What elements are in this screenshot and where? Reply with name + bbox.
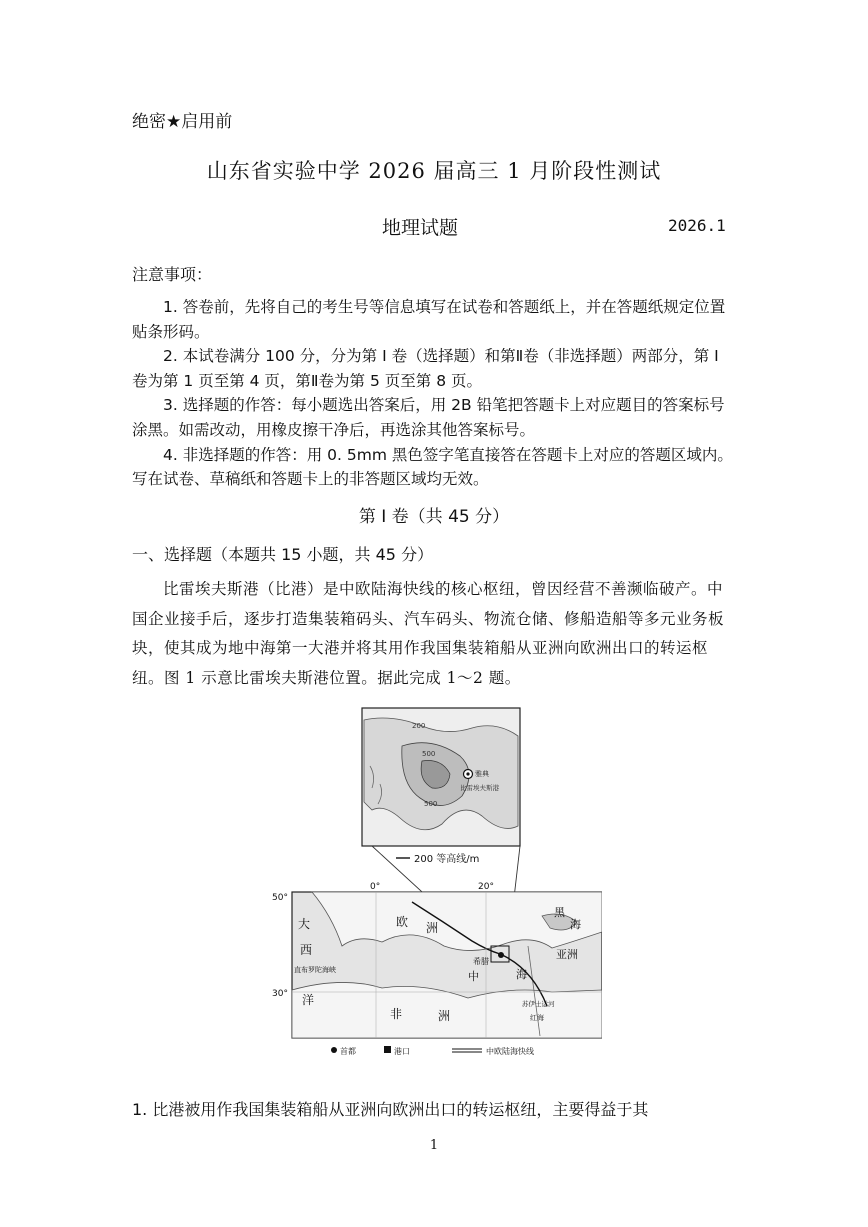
latitude-label: 50° xyxy=(272,893,288,903)
legend-route: 中欧陆海快线 xyxy=(486,1047,534,1056)
contour-legend: 200 等高线/m xyxy=(414,854,480,865)
subject-title: 地理试题 xyxy=(382,217,459,239)
contour-label: 500 xyxy=(422,750,436,758)
section-heading: 一、选择题（本题共 15 小题，共 45 分） xyxy=(132,545,434,564)
inset-port-label: 比雷埃夫斯港 xyxy=(460,784,499,792)
note-item: 1. 答卷前，先将自己的考生号等信息填写在试卷和答题纸上，并在答题纸规定位置贴条形码。 xyxy=(132,298,726,341)
legend-port: 港口 xyxy=(394,1047,410,1056)
passage-text: 比雷埃夫斯港（比港）是中欧陆海快线的核心枢纽，曾因经营不善濒临破产。中国企业接手后，逐步打造集装箱码头、汽车码头、物流仓储、修船造船等多元业务板块，使其成为地中海第一大港并将其用作我国集装箱船从亚洲向欧洲出口的转运枢纽。图 1 示意比雷埃夫斯港位置。据此完成 1～2 题。 xyxy=(132,580,725,687)
map-label: 欧 xyxy=(396,915,409,929)
latitude-label: 30° xyxy=(272,989,288,999)
inset-city-label: 雅典 xyxy=(475,770,489,778)
map-label: 中 xyxy=(468,970,479,983)
map-label: 希腊 xyxy=(473,957,489,966)
main-map xyxy=(272,882,602,1038)
map-label: 洲 xyxy=(426,921,439,935)
question-1: 1. 比港被用作我国集装箱船从亚洲向欧洲出口的转运枢纽，主要得益于其 xyxy=(132,1100,649,1119)
notes-list xyxy=(132,295,738,492)
note-item: 4. 非选择题的作答：用 0. 5mm 黑色签字笔直接答在答题卡上对应的答题区域内。写在试卷、草稿纸和答题卡上的非答题区域均无效。 xyxy=(132,445,733,489)
map-label: 大 xyxy=(298,917,311,931)
map-legend xyxy=(331,1046,534,1056)
map-label: 西 xyxy=(300,943,313,957)
inset-map xyxy=(362,708,520,865)
map-label: 洲 xyxy=(438,1009,451,1023)
map-label: 黑 xyxy=(554,906,565,919)
reading-passage xyxy=(132,575,738,693)
note-item: 3. 选择题的作答：每小题选出答案后，用 2B 铅笔把答题卡上对应题目的答案标号涂黑。如需改动，用橡皮擦干净后，再选涂其他答案标号。 xyxy=(132,396,725,439)
longitude-label: 0° xyxy=(370,882,381,892)
figure-piraeus-map xyxy=(272,706,602,1068)
note-item: 2. 本试卷满分 100 分，分为第 I 卷（选择题）和第Ⅱ卷（非选择题）两部分，第 I 卷为第 1 页至第 4 页，第Ⅱ卷为第 5 页至第 8 页。 xyxy=(132,347,719,390)
exam-title: 山东省实验中学 2026 届高三 1 月阶段性测试 xyxy=(206,159,662,183)
map-svg xyxy=(272,706,602,1068)
confidential-label: 绝密★启用前 xyxy=(132,112,233,132)
map-label: 海 xyxy=(570,918,581,931)
map-label: 洋 xyxy=(302,993,315,1007)
exam-date: 2026.1 xyxy=(668,216,726,235)
map-label: 苏伊士运河 xyxy=(522,1000,555,1008)
map-label: 亚洲 xyxy=(556,948,578,961)
page-number: 1 xyxy=(429,1138,439,1153)
contour-label: 500 xyxy=(424,800,438,808)
legend-capital: 首都 xyxy=(340,1047,356,1056)
contour-label: 200 xyxy=(412,722,426,730)
notes-heading: 注意事项： xyxy=(132,265,213,284)
longitude-label: 20° xyxy=(478,882,494,892)
map-label: 红海 xyxy=(530,1014,544,1022)
map-label: 非 xyxy=(390,1007,403,1021)
map-label: 直布罗陀海峡 xyxy=(294,966,336,974)
map-label: 海 xyxy=(516,968,527,981)
part-title: 第 I 卷（共 45 分） xyxy=(358,507,510,527)
